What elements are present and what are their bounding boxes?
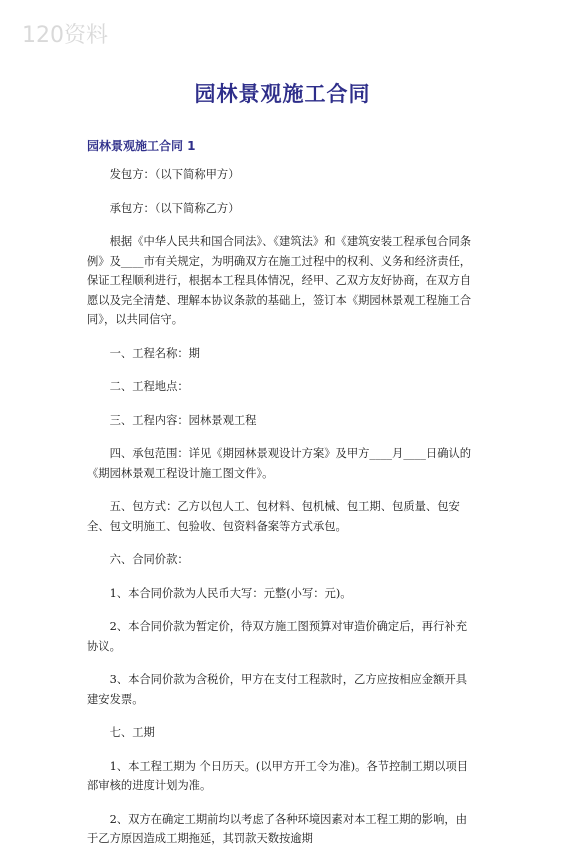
price-item-3: 3、本合同价款为含税价，甲方在支付工程款时，乙方应按相应金额开具建安发票。 xyxy=(87,673,467,706)
party-a-line: 发包方：（以下简称甲方） xyxy=(109,168,240,181)
price-item-2: 2、本合同价款为暂定价，待双方施工图预算对审造价确定后，再行补充协议。 xyxy=(87,620,467,653)
section-heading: 园林景观施工合同 1 xyxy=(87,139,196,153)
schedule-item-2: 2、双方在确定工期前均以考虑了各种环境因素对本工程工期的影响，由于乙方原因造成工期拖延，其罚款天数按逾期 xyxy=(87,812,467,845)
clause-project-name: 一、工程名称：期 xyxy=(109,346,200,360)
preamble-paragraph: 根据《中华人民共和国合同法》、《建筑法》和《建筑安装工程承包合同条例》及____市有关规定，为明确双方在施工过程中的权利、义务和经济责任，保证工程顺利进行，根据本工程具体情况，经甲、乙双方友好协商，在双方自愿以及完全清楚、理解本协议条款的基础上，签订本《期园林景观工程施工合同》，以共同信守。 xyxy=(87,235,472,326)
clause-scope: 四、承包范围：详见《期园林景观设计方案》及甲方____月____日确认的《期园林景观工程设计施工图文件》。 xyxy=(87,447,472,480)
clause-schedule: 七、工期 xyxy=(109,726,155,739)
party-b-line: 承包方：（以下简称乙方） xyxy=(109,201,240,215)
price-item-1: 1、本合同价款为人民币大写：元整(小写：元)。 xyxy=(109,586,352,600)
clause-project-location: 二、工程地点： xyxy=(109,380,189,393)
contract-body xyxy=(87,165,477,863)
clause-contract-method: 五、包方式：乙方以包人工、包材料、包机械、包工期、包质量、包安全、包文明施工、包验收、包资料备案等方式承包。 xyxy=(87,500,460,533)
clause-project-content: 三、工程内容：园林景观工程 xyxy=(109,413,257,427)
schedule-item-1: 1、本工程工期为 个日历天。(以甲方开工令为准)。各节控制工期以项目部审核的进度计划为准。 xyxy=(87,759,469,792)
clause-contract-price: 六、合同价款： xyxy=(109,553,189,566)
document-title: 园林景观施工合同 xyxy=(194,82,371,106)
watermark: 120资料 xyxy=(22,23,108,48)
